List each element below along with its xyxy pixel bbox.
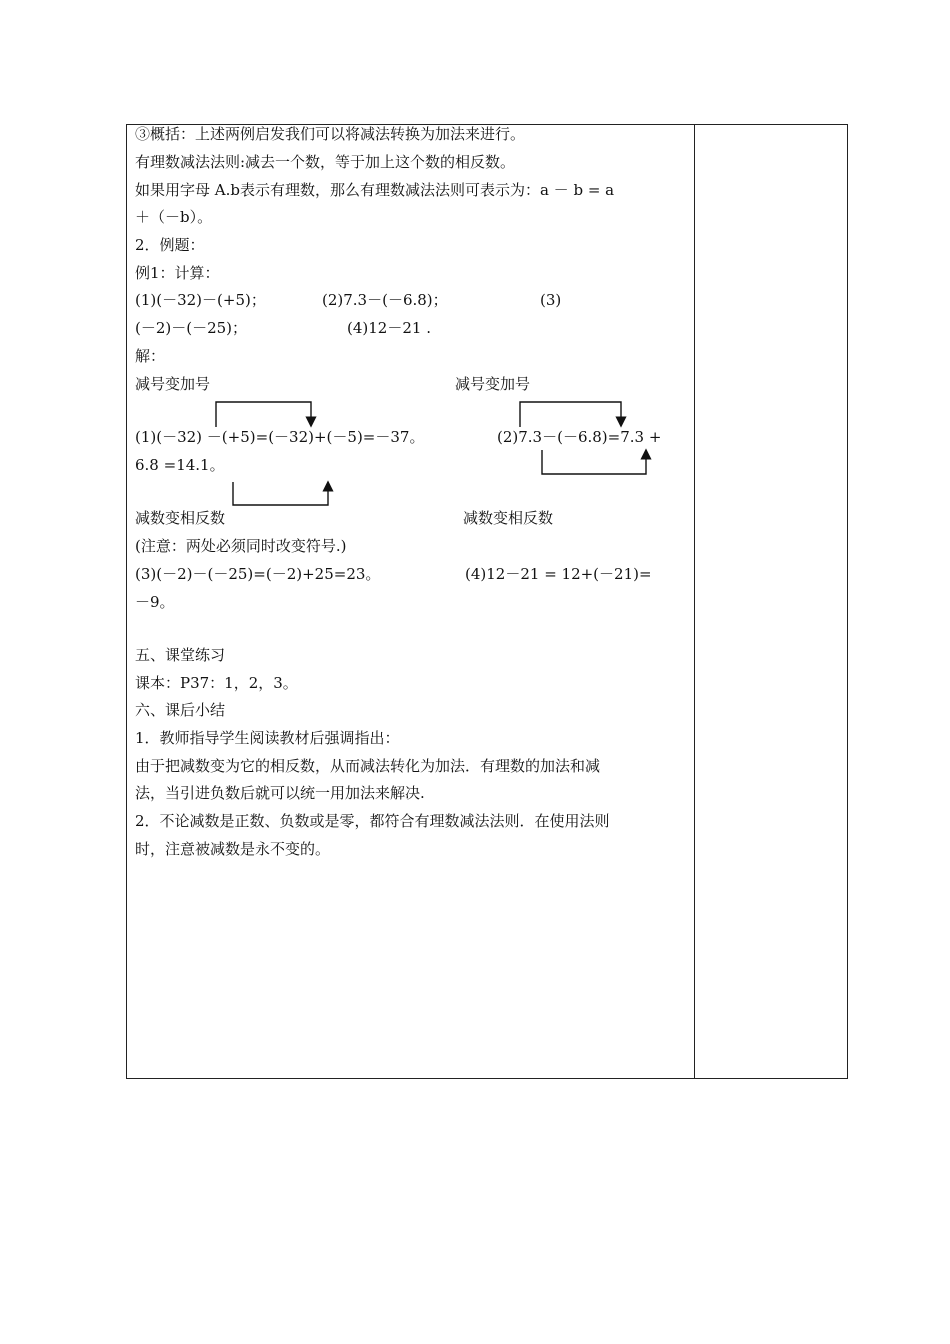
problem-2: (2)7.3－(－6.8)；	[322, 291, 448, 309]
summary-line: ③概括：上述两例启发我们可以将减法转换为加法来进行。	[135, 125, 526, 143]
annotation-sign-change-2: 减号变加号	[455, 375, 531, 393]
annotation-opposite-2: 减数变相反数	[463, 509, 554, 527]
section-5-heading: 五、课堂练习	[135, 646, 226, 664]
rule-formula-line: 如果用字母 A.b表示有理数，那么有理数减法法则可表示为：a － b = a	[135, 181, 615, 199]
problem-4: (4)12－21 .	[347, 319, 431, 337]
section-6-heading: 六、课后小结	[135, 701, 226, 719]
summary-point-2: 2．不论减数是正数、负数或是零，都符合有理数减法法则．在使用法则	[135, 812, 610, 830]
solution-1: (1)(－32) －(+5)=(－32)+(－5)=－37。	[135, 428, 425, 446]
examples-heading: 2．例题：	[135, 236, 205, 254]
summary-point-1-cont: 法，当引进负数后就可以统一用加法来解决.	[135, 784, 425, 802]
textbook-exercises: 课本：P37：1，2，3。	[135, 674, 298, 692]
solution-3: (3)(－2)－(－25)=(－2)+25=23。	[135, 565, 381, 583]
note-line: (注意：两处必须同时改变符号.)	[135, 537, 347, 555]
summary-point-1-body: 由于把减数变为它的相反数，从而减法转化为加法．有理数的加法和减	[135, 757, 601, 775]
problem-3: (－2)－(－25)；	[135, 319, 248, 337]
solution-2: (2)7.3－(－6.8)=7.3 +	[497, 428, 662, 446]
rule-formula-cont: ＋（－b）。	[135, 208, 213, 226]
table-column-divider	[694, 124, 695, 1079]
problem-1: (1)(－32)－(+5)；	[135, 291, 266, 309]
annotation-sign-change-1: 减号变加号	[135, 375, 211, 393]
solution-4: (4)12－21 = 12+(－21)=	[465, 565, 652, 583]
problem-3-label: (3)	[540, 291, 562, 309]
solution-label: 解：	[135, 347, 166, 365]
solution-4-cont: －9。	[135, 593, 175, 611]
summary-point-1: 1．教师指导学生阅读教材后强调指出：	[135, 729, 400, 747]
rule-statement: 有理数减法法则:减去一个数，等于加上这个数的相反数。	[135, 153, 516, 171]
example-1-heading: 例1：计算：	[135, 264, 220, 282]
annotation-opposite-1: 减数变相反数	[135, 509, 226, 527]
table-frame	[126, 124, 848, 1079]
summary-point-2-cont: 时，注意被减数是永不变的。	[135, 840, 331, 858]
solution-2-cont: 6.8 =14.1。	[135, 456, 225, 474]
